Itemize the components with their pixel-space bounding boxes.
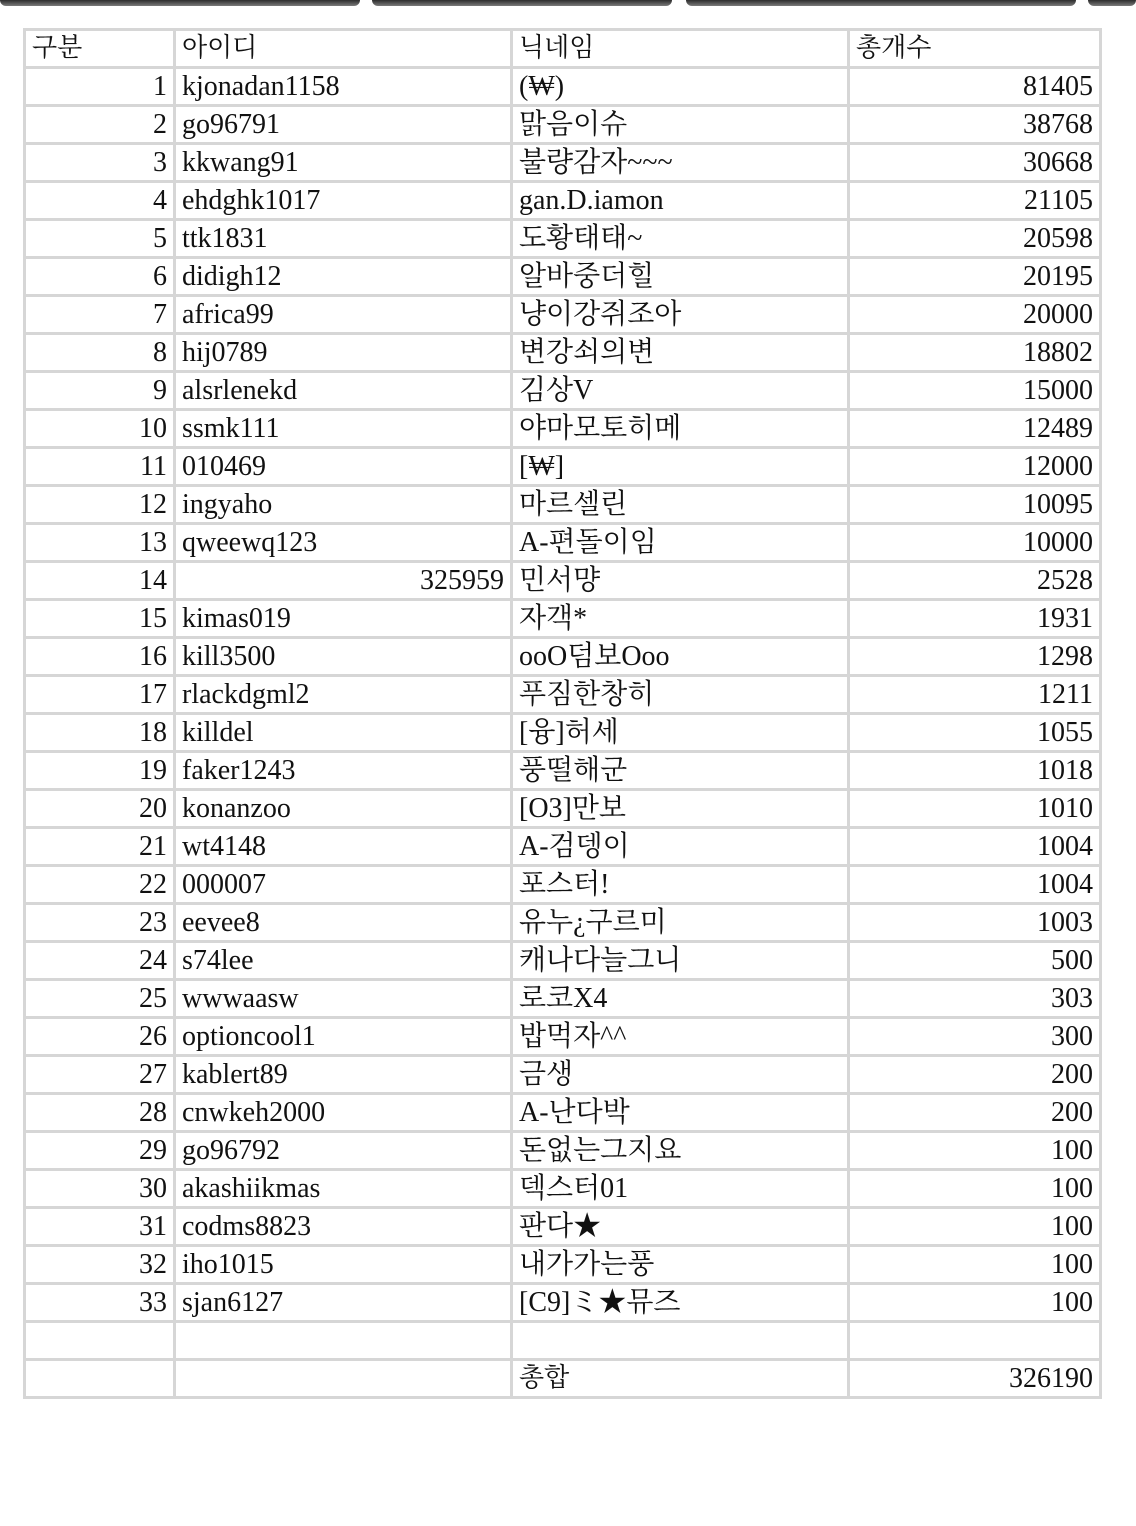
table-row [25,562,1101,600]
table-row [25,524,1101,562]
cell-nickname: 자객* [512,600,849,638]
table-row [25,980,1101,1018]
cell-count: 303 [849,980,1101,1018]
total-row [25,1360,1101,1398]
cell-count: 10000 [849,524,1101,562]
cell-user-id: qweewq123 [175,524,512,562]
cell-rank: 14 [25,562,175,600]
cell-count: 10095 [849,486,1101,524]
cell-nickname: 도황태태~ [512,220,849,258]
top-bezel-segment [0,0,360,6]
cell-rank: 28 [25,1094,175,1132]
cell-user-id: africa99 [175,296,512,334]
cell-count: 1298 [849,638,1101,676]
cell-user-id: kjonadan1158 [175,68,512,106]
cell-nickname: 민서먕 [512,562,849,600]
cell-user-id: akashiikmas [175,1170,512,1208]
cell-count: 1010 [849,790,1101,828]
header-nickname: 닉네임 [512,30,849,68]
top-bezel-segment [372,0,672,6]
cell-nickname: 로코X4 [512,980,849,1018]
cell-count: 100 [849,1208,1101,1246]
cell-rank: 30 [25,1170,175,1208]
cell-nickname: 변강쇠의변 [512,334,849,372]
cell-nickname: [융]허세 [512,714,849,752]
table-row [25,68,1101,106]
table-row [25,1284,1101,1322]
cell-count: 1931 [849,600,1101,638]
cell-rank: 4 [25,182,175,220]
cell-count: 15000 [849,372,1101,410]
cell-user-id: 325959 [175,562,512,600]
cell-count: 1004 [849,828,1101,866]
cell-nickname: 유누¿구르미 [512,904,849,942]
cell-count: 12489 [849,410,1101,448]
cell-count: 1018 [849,752,1101,790]
cell-user-id: sjan6127 [175,1284,512,1322]
cell-user-id: iho1015 [175,1246,512,1284]
total-value: 326190 [849,1360,1101,1398]
cell-count: 21105 [849,182,1101,220]
cell-rank: 11 [25,448,175,486]
cell-user-id: kablert89 [175,1056,512,1094]
table-row [25,866,1101,904]
cell-nickname: 판다★ [512,1208,849,1246]
cell-nickname: 야마모토히메 [512,410,849,448]
cell-nickname: A-편돌이임 [512,524,849,562]
empty-row [25,1322,1101,1360]
cell-rank: 25 [25,980,175,1018]
cell-nickname: 덱스터01 [512,1170,849,1208]
table-row [25,334,1101,372]
cell-count: 20598 [849,220,1101,258]
cell-user-id: alsrlenekd [175,372,512,410]
top-bezel-segment [1088,0,1136,6]
cell-rank: 31 [25,1208,175,1246]
cell-user-id: 000007 [175,866,512,904]
table-row [25,790,1101,828]
table-row [25,220,1101,258]
cell-nickname: 풍떨해군 [512,752,849,790]
header-row [25,30,1101,68]
cell-count: 18802 [849,334,1101,372]
cell-nickname: 내가가는풍 [512,1246,849,1284]
table-row [25,1170,1101,1208]
cell-rank: 22 [25,866,175,904]
cell-nickname: 맑음이슈 [512,106,849,144]
cell-rank: 7 [25,296,175,334]
cell-user-id: wt4148 [175,828,512,866]
cell-empty [25,1322,175,1360]
cell-rank: 20 [25,790,175,828]
table-row [25,676,1101,714]
cell-rank: 27 [25,1056,175,1094]
cell-nickname: 알바중더힐 [512,258,849,296]
cell-nickname: 포스터! [512,866,849,904]
table-row [25,182,1101,220]
table-row [25,600,1101,638]
total-label: 총합 [512,1360,849,1398]
cell-empty [25,1360,175,1398]
cell-user-id: go96792 [175,1132,512,1170]
cell-user-id: ehdghk1017 [175,182,512,220]
cell-rank: 1 [25,68,175,106]
cell-user-id: konanzoo [175,790,512,828]
cell-nickname: 금생 [512,1056,849,1094]
table-row [25,1132,1101,1170]
table-row [25,942,1101,980]
cell-rank: 12 [25,486,175,524]
cell-nickname: 돈없는그지요 [512,1132,849,1170]
cell-count: 30668 [849,144,1101,182]
cell-user-id: ssmk111 [175,410,512,448]
cell-rank: 8 [25,334,175,372]
cell-count: 200 [849,1056,1101,1094]
cell-count: 81405 [849,68,1101,106]
table-row [25,1018,1101,1056]
table-row [25,106,1101,144]
cell-user-id: ttk1831 [175,220,512,258]
table-row [25,258,1101,296]
cell-empty [175,1360,512,1398]
cell-empty [849,1322,1101,1360]
cell-nickname: 마르셀린 [512,486,849,524]
cell-nickname: 김상V [512,372,849,410]
cell-count: 1055 [849,714,1101,752]
table-row [25,714,1101,752]
table-row [25,1056,1101,1094]
cell-user-id: kkwang91 [175,144,512,182]
cell-nickname: 냥이강쥐조아 [512,296,849,334]
cell-user-id: s74lee [175,942,512,980]
cell-count: 1003 [849,904,1101,942]
cell-user-id: rlackdgml2 [175,676,512,714]
cell-nickname: [C9]ミ★뮤즈 [512,1284,849,1322]
table-row [25,144,1101,182]
cell-rank: 6 [25,258,175,296]
cell-user-id: kill3500 [175,638,512,676]
cell-nickname: 푸짐한창히 [512,676,849,714]
table-row [25,752,1101,790]
cell-rank: 3 [25,144,175,182]
cell-user-id: 010469 [175,448,512,486]
cell-count: 1004 [849,866,1101,904]
top-bezel [0,0,1136,10]
cell-count: 300 [849,1018,1101,1056]
cell-count: 100 [849,1246,1101,1284]
cell-rank: 5 [25,220,175,258]
cell-rank: 2 [25,106,175,144]
cell-user-id: wwwaasw [175,980,512,1018]
cell-rank: 18 [25,714,175,752]
cell-count: 500 [849,942,1101,980]
table-row [25,296,1101,334]
cell-count: 1211 [849,676,1101,714]
cell-rank: 10 [25,410,175,448]
table-row [25,1246,1101,1284]
table-row [25,372,1101,410]
cell-rank: 15 [25,600,175,638]
cell-user-id: codms8823 [175,1208,512,1246]
cell-nickname: (₩) [512,68,849,106]
header-category: 구분 [25,30,175,68]
cell-user-id: killdel [175,714,512,752]
cell-user-id: hij0789 [175,334,512,372]
cell-count: 20195 [849,258,1101,296]
cell-rank: 26 [25,1018,175,1056]
cell-count: 100 [849,1284,1101,1322]
cell-count: 38768 [849,106,1101,144]
cell-rank: 16 [25,638,175,676]
top-bezel-segment [686,0,1076,6]
cell-user-id: go96791 [175,106,512,144]
cell-nickname: gan.D.iamon [512,182,849,220]
cell-rank: 9 [25,372,175,410]
header-user-id: 아이디 [175,30,512,68]
table-row [25,448,1101,486]
cell-user-id: cnwkeh2000 [175,1094,512,1132]
cell-nickname: A-검뎅이 [512,828,849,866]
cell-empty [175,1322,512,1360]
cell-rank: 23 [25,904,175,942]
table-row [25,410,1101,448]
cell-user-id: optioncool1 [175,1018,512,1056]
cell-nickname: 불량감자~~~ [512,144,849,182]
cell-user-id: faker1243 [175,752,512,790]
cell-count: 20000 [849,296,1101,334]
cell-nickname: A-난다박 [512,1094,849,1132]
cell-user-id: didigh12 [175,258,512,296]
table-row [25,1094,1101,1132]
cell-rank: 29 [25,1132,175,1170]
header-total-count: 총개수 [849,30,1101,68]
table-row [25,828,1101,866]
cell-nickname: ooO덤보Ooo [512,638,849,676]
table-row [25,638,1101,676]
cell-count: 200 [849,1094,1101,1132]
cell-nickname: 캐나다늘그니 [512,942,849,980]
table-row [25,1208,1101,1246]
cell-rank: 33 [25,1284,175,1322]
cell-rank: 13 [25,524,175,562]
cell-rank: 21 [25,828,175,866]
cell-empty [512,1322,849,1360]
table-row [25,904,1101,942]
cell-nickname: [O3]만보 [512,790,849,828]
cell-user-id: kimas019 [175,600,512,638]
cell-count: 12000 [849,448,1101,486]
cell-rank: 19 [25,752,175,790]
cell-rank: 17 [25,676,175,714]
cell-count: 100 [849,1170,1101,1208]
cell-user-id: ingyaho [175,486,512,524]
cell-user-id: eevee8 [175,904,512,942]
cell-nickname: [₩] [512,448,849,486]
ranking-table [23,28,1102,1399]
cell-count: 100 [849,1132,1101,1170]
table-row [25,486,1101,524]
cell-rank: 32 [25,1246,175,1284]
cell-nickname: 밥먹자^^ [512,1018,849,1056]
cell-count: 2528 [849,562,1101,600]
cell-rank: 24 [25,942,175,980]
